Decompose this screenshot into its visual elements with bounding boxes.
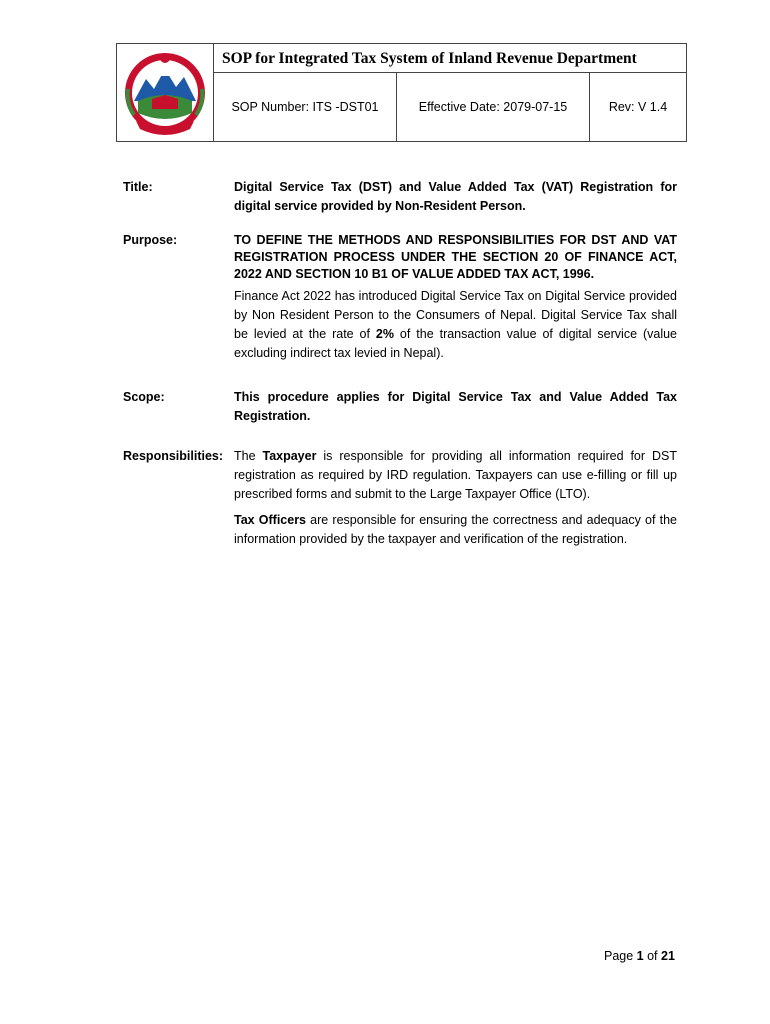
responsibilities-label: Responsibilities: [123,449,224,463]
page-current: 1 [636,949,644,963]
purpose-label: Purpose: [123,233,178,247]
purpose-body-after: of the transaction value of digital service (value excluding indirect tax levied in Nepal). [234,327,677,360]
sop-header-table [116,43,687,142]
resp-taxpayer: Taxpayer [262,449,317,463]
purpose-body-before: Finance Act 2022 has introduced Digital Service Tax on Digital Service provided by Non Resident Person to the Consumers of Nepal. Digital Service Tax shall be levied at the rate of [234,289,677,341]
resp-p2-post: are responsible for ensuring the correctness and adequacy of the information provided by the taxpayer and verification of the registration. [234,513,677,546]
resp-tax-officers: Tax Officers [234,513,307,527]
scope-label: Scope: [123,390,165,404]
responsibilities-taxpayer [234,447,677,504]
resp-p1-pre: The [234,449,263,463]
page-number [604,949,675,963]
tax-rate: 2% [375,327,394,341]
scope-text: This procedure applies for Digital Service Tax and Value Added Tax Registration. [234,390,677,423]
responsibilities-officers [234,511,677,549]
sop-title: SOP for Integrated Tax System of Inland Revenue Department [214,44,686,73]
purpose-heading: TO DEFINE THE METHODS AND RESPONSIBILITIES FOR DST AND VAT REGISTRATION PROCESS UNDER THE SECTION 20 OF FINANCE ACT, 2022 AND SECTION 10 B1 OF VALUE ADDED TAX ACT, 1996. [234,233,677,281]
title-text: Digital Service Tax (DST) and Value Added Tax (VAT) Registration for digital service provided by Non-Resident Person. [234,180,677,213]
resp-p1-post: is responsible for providing all information required for DST registration as required by IRD regulation. Taxpayers can use e-filling or fill up prescribed forms and submit to the Large Taxpayer Office (LTO). [234,449,677,501]
page-of: of [643,949,661,963]
title-label: Title: [123,180,153,194]
effective-date: Effective Date: 2079-07-15 [397,73,590,141]
page-total: 21 [661,949,675,963]
sop-number: SOP Number: ITS -DST01 [214,73,397,141]
page-prefix: Page [604,949,637,963]
nepal-emblem-icon [120,49,210,137]
purpose-body [234,287,677,363]
logo-cell [117,44,214,141]
revision: Rev: V 1.4 [608,100,668,114]
